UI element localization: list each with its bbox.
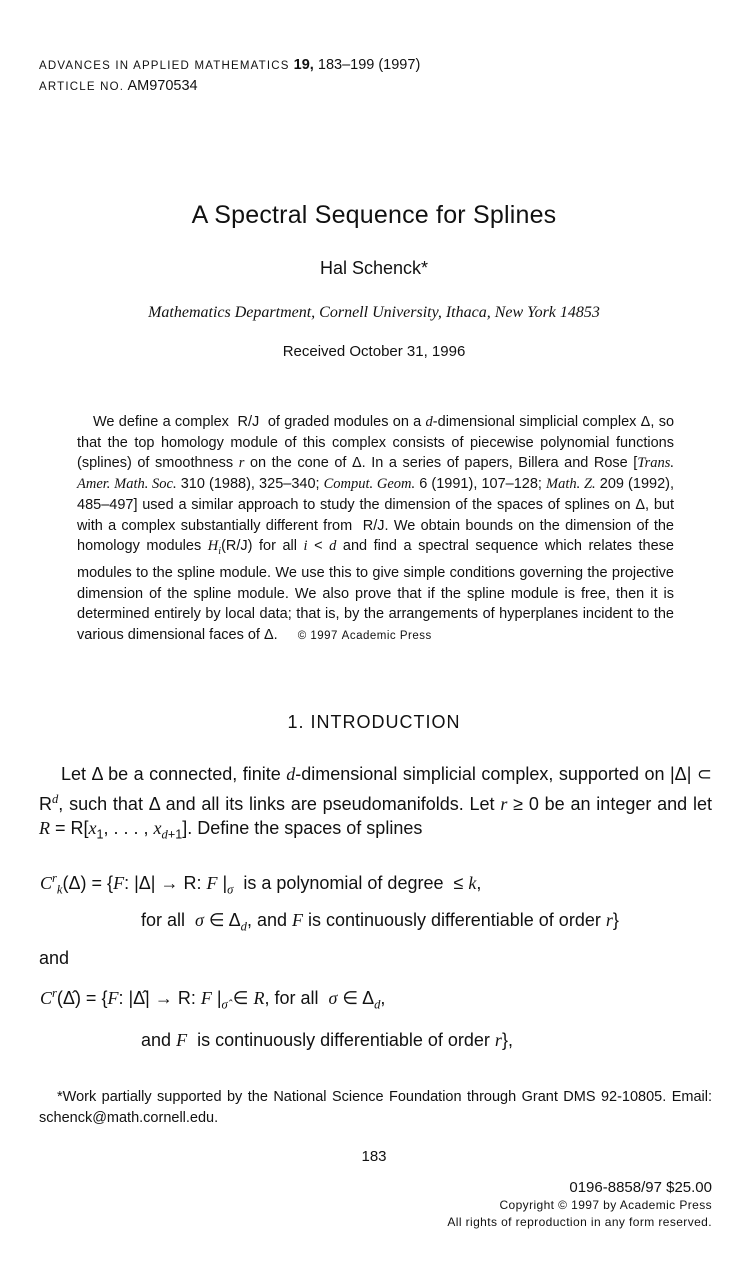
article-label: ARTICLE NO. bbox=[39, 81, 125, 93]
section-heading: 1. INTRODUCTION bbox=[287, 712, 461, 732]
equation-ck-line2: for all σ ∈ $\Delta_d$, and F is continuously differentiable of order r} bbox=[141, 910, 619, 934]
abstract: We define a complex R/J of graded modules on a d-dimensional simplicial complex Δ, so that the top homology module of this complex consists of piecewise polynomial functions (splines) of smoothness r on the cone of Δ. In a series of papers, Billera and Rose [Trans. Amer. Math. Soc. 310 (1988), 325–340; Comput. Geom. 6 (1991), 107–128; Math. Z. 209 (1992), 485–497] used a similar approach to study the dimension of the spaces of splines on Δ, but with a complex substantially different from R/J. We obtain bounds on the dimension of the homology modules $H_i(R/J)$ for all i < d and find a spectral sequence which relates these modules to the spline module. We use this to give simple conditions governing the projective dimension of the spline module. We also prove that if the spline module is free, then it is determined entirely by local data; that is, by the arrangements of hyperplanes incident to the various dimensional faces of Δ. © 1997 Academic Press bbox=[77, 414, 675, 643]
equation-c-hat-line2: and F is continuously differentiable of order r}, bbox=[141, 1030, 513, 1050]
author-affiliation: Mathematics Department, Cornell University, Ithaca, New York 14853 bbox=[148, 304, 600, 321]
publisher-info bbox=[447, 1179, 712, 1231]
received-date: Received October 31, 1996 bbox=[282, 343, 466, 360]
footnote-text: *Work partially supported by the National Science Foundation through Grant DMS 92-10805. Email: schenck@math.cornell.edu. bbox=[39, 1089, 712, 1126]
equation-ck-line1: $C^r_k(\Delta) = \{F$: |Δ| → R: F $|_\sigma$ is a polynomial of degree ≤ k, bbox=[40, 871, 482, 897]
rights-reserved: All rights of reproduction in any form reserved. bbox=[447, 1215, 712, 1229]
article-number-line bbox=[39, 76, 420, 97]
journal-volume: 19, bbox=[293, 57, 314, 73]
article-number: AM970534 bbox=[127, 78, 198, 94]
journal-header bbox=[39, 55, 420, 97]
equation-c-hat-line1: $C^r(\Deltâ) = \{F$: |Δ̂| → R: F $|_{\sigmâ}$ ∈ R, for all σ ∈ $\Delta_d$, bbox=[40, 986, 386, 1012]
abstract-copyright: © 1997 Academic Press bbox=[297, 629, 432, 642]
issn-price: 0196-8858/97 $25.00 bbox=[569, 1179, 712, 1196]
intro-paragraph: Let Δ be a connected, finite d-dimensional simplicial complex, supported on |Δ| ⊂ $R^d$, such that Δ and all its links are pseudomanifolds. Let r ≥ 0 be an integer and let $R = R[x_1$, . . . , $x_{d+1}$]. Define the spaces of splines bbox=[39, 764, 712, 842]
publisher-copyright: Copyright © 1997 by Academic Press bbox=[499, 1198, 712, 1212]
connector-and: and bbox=[39, 948, 70, 968]
footnote bbox=[39, 1087, 712, 1129]
equation-connector-and: and bbox=[141, 1030, 172, 1050]
journal-pages-year: 183–199 (1997) bbox=[317, 57, 421, 73]
author-name: Hal Schenck* bbox=[319, 258, 429, 278]
journal-citation bbox=[39, 55, 420, 76]
paper-title: A Spectral Sequence for Splines bbox=[191, 201, 557, 229]
page-number: 183 bbox=[361, 1148, 387, 1165]
journal-name: ADVANCES IN APPLIED MATHEMATICS bbox=[39, 60, 290, 72]
